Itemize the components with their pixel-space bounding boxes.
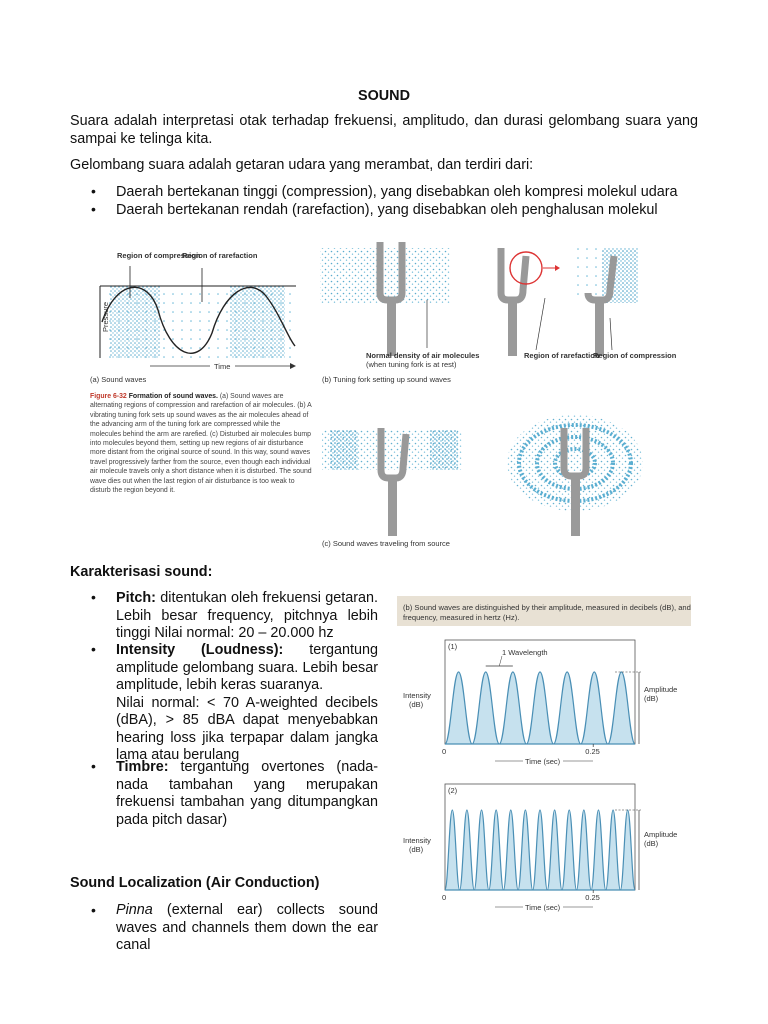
intensity-text: tergantung amplitude gelombang suara. Lebih besar amplitude, lebih keras suaranya. [116, 642, 379, 693]
pinna-text: (external ear) collects sound waves and channels them down the ear canal [116, 902, 378, 953]
bullet-icon: • [91, 758, 96, 774]
panel-b-tuning-fork [320, 242, 677, 384]
panel2-label: (2) [448, 786, 458, 795]
panel1-tick-0: 0 [442, 747, 447, 756]
panel2-tick-025: 0.25 [585, 893, 600, 902]
panel2-x-label: Time (sec) [525, 903, 561, 912]
panel1-y-label: Intensity [403, 691, 431, 700]
caption-a: (a) Sound waves [90, 375, 147, 384]
bullet-rarefaction: Daerah bertekanan rendah (rarefaction), yang disebabkan oleh penghalusan molekul [116, 202, 658, 218]
figure-description: (a) Sound waves are alternating regions of compression and rarefaction of air molecules. (b) A vibrating tuning fork sets up sound waves as the air molecules ahead of the advancing arm of the tuning fork are compressed while the molecules behind the arm are rarefied. (c) Disturbed air molecules bump into molecules beyond them, setting up new regions of air disturbance more distant from the original source of sound. In this way, sound waves travel progressively farther from the source, even though each individual air molecule travels only a short distance when it is disturbed. The sound wave dies out when the last region of air disturbance is too weak to disturb the region beyond it. [90, 393, 312, 495]
panel1-wavelength-leader [499, 656, 502, 666]
page-title: SOUND [358, 88, 410, 104]
pinna-term: Pinna [116, 902, 153, 918]
label-normal-density-sub: (when tuning fork is at rest) [366, 360, 457, 369]
label-region-rarefaction: Region of rarefaction [182, 251, 258, 260]
panel1-y-unit: (dB) [409, 700, 424, 709]
figure-caption-text [90, 392, 312, 495]
axis-pressure: Pressure [101, 301, 110, 332]
bullet-icon: • [91, 183, 96, 199]
panel1-amp-label: Amplitude [644, 685, 678, 694]
panel-c-traveling-waves [322, 415, 643, 548]
bullet-icon: • [91, 201, 96, 217]
intensity-normal-text: Nilai normal: < 70 A-weighted decibels (dBA), > 85 dBA dapat menyebabkan hearing loss jika terpapar dalam jangka lama atau berulang [116, 694, 378, 763]
panel1-x-label: Time (sec) [525, 757, 561, 766]
panel1-wavelength-label: 1 Wavelength [502, 648, 548, 657]
pitch-item [116, 590, 378, 643]
label-b-compression: Region of compression [593, 351, 677, 360]
timbre-term: Timbre: [116, 759, 169, 775]
intro-paragraph-2: Gelombang suara adalah getaran udara yang merambat, dan terdiri dari: [70, 157, 534, 173]
bullet-icon: • [91, 641, 96, 657]
panel2-y-unit: (dB) [409, 845, 424, 854]
panel2-amp-unit: (dB) [644, 839, 659, 848]
axis-time: Time [214, 362, 231, 371]
bullet-icon: • [91, 589, 96, 605]
label-b-rarefaction: Region of rarefaction [524, 351, 600, 360]
panel2-y-label: Intensity [403, 836, 431, 845]
panel1-amp-unit: (dB) [644, 694, 659, 703]
timbre-item [116, 759, 378, 829]
panel1-label: (1) [448, 642, 458, 651]
intensity-item [116, 642, 378, 765]
bullet-compression: Daerah bertekanan tinggi (compression), yang disebabkan oleh kompresi molekul udara [116, 184, 678, 200]
caption-b: (b) Tuning fork setting up sound waves [322, 375, 451, 384]
heading-karakterisasi: Karakterisasi sound: [70, 564, 213, 580]
intensity-term: Intensity (Loudness): [116, 642, 284, 658]
panel-a-sound-waves [90, 251, 296, 384]
figure-number: Figure 6-32 [90, 393, 127, 400]
panel2-tick-0: 0 [442, 893, 447, 902]
pinna-item [116, 902, 378, 955]
panel2-wave [445, 810, 635, 890]
label-region-compression: Region of compression [117, 251, 201, 260]
caption-c: (c) Sound waves traveling from source [322, 539, 450, 548]
figure-sound-formation [90, 238, 677, 554]
figure2-svg [393, 592, 695, 915]
panel2-amp-label: Amplitude [644, 830, 678, 839]
intro-paragraph-1: Suara adalah interpretasi otak terhadap frekuensi, amplitudo, dan durasi gelombang suara yang sampai ke telinga kita. [70, 113, 698, 147]
panel1-tick-025: 0.25 [585, 747, 600, 756]
pitch-term: Pitch: [116, 590, 156, 606]
figure-amplitude-frequency [393, 592, 695, 915]
heading-sound-localization: Sound Localization (Air Conduction) [70, 875, 320, 891]
pitch-text: ditentukan oleh frekuensi getaran. Lebih besar frequency, pitchnya lebih tinggi Nilai normal: 20 – 20.000 hz [116, 590, 379, 641]
label-normal-density: Normal density of air molecules [366, 351, 480, 360]
bullet-icon: • [91, 902, 96, 918]
timbre-text: tergantung overtones (nada-nada tambahan yang merupakan frekuensi tambahan yang ditumpangkan pada pitch dasar) [116, 759, 379, 828]
panel1-wave [445, 672, 635, 744]
figure2-header: (b) Sound waves are distinguished by their amplitude, measured in decibels (dB), and frequency, measured in hertz (Hz). [403, 603, 691, 622]
figure-title: Formation of sound waves. [128, 393, 218, 400]
